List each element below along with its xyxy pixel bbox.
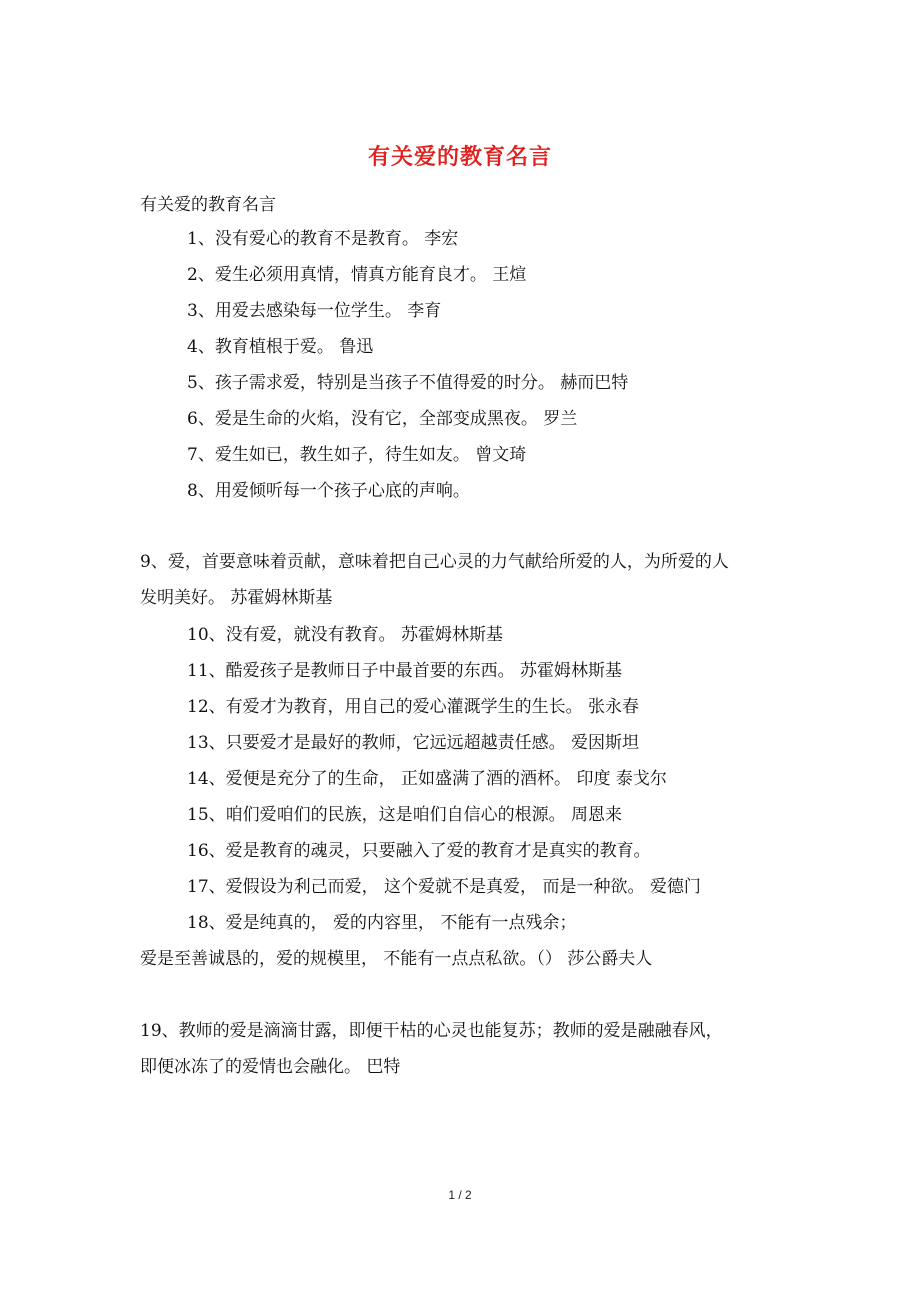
quote-line: 即便冰冻了的爱情也会融化。 巴特 — [140, 1057, 401, 1077]
quote-line: 7、爱生如已，教生如子，待生如友。 曾文琦 — [187, 445, 527, 465]
quote-line: 爱是至善诚恳的，爱的规模里， 不能有一点点私欲。（） 莎公爵夫人 — [140, 949, 653, 969]
quote-line: 14、爱便是充分了的生命， 正如盛满了酒的酒杯。 印度 泰戈尔 — [187, 769, 667, 789]
quote-line: 11、酷爱孩子是教师日子中最首要的东西。 苏霍姆林斯基 — [187, 661, 623, 681]
quote-line: 18、爱是纯真的， 爱的内容里， 不能有一点残余； — [187, 913, 577, 933]
quote-line: 6、爱是生命的火焰，没有它，全部变成黑夜。 罗兰 — [187, 409, 578, 429]
quote-line: 4、教育植根于爱。 鲁迅 — [187, 337, 374, 357]
quote-line: 8、用爱倾听每一个孩子心底的声响。 — [187, 481, 470, 501]
document-title: 有关爱的教育名言 — [367, 144, 552, 170]
quote-line: 12、有爱才为教育，用自己的爱心灌溉学生的生长。 张永春 — [187, 697, 640, 717]
quote-line: 1、没有爱心的教育不是教育。 李宏 — [187, 229, 459, 249]
quote-line: 2、爱生必须用真情，情真方能育良才。 王煊 — [187, 265, 527, 285]
quote-line: 16、爱是教育的魂灵，只要融入了爱的教育才是真实的教育。 — [187, 841, 651, 861]
page-indicator: 1 / 2 — [448, 1188, 472, 1202]
quote-line: 3、用爱去感染每一位学生。 李育 — [187, 301, 442, 321]
quote-line: 发明美好。 苏霍姆林斯基 — [140, 588, 333, 608]
quote-line: 13、只要爱才是最好的教师，它远远超越责任感。 爱因斯坦 — [187, 733, 640, 753]
quote-line: 5、孩子需求爱，特别是当孩子不值得爱的时分。 赫而巴特 — [187, 373, 629, 393]
quote-line: 9、爱，首要意味着贡献，意味着把自己心灵的力气献给所爱的人，为所爱的人 — [140, 552, 729, 572]
quote-line: 17、爱假设为利己而爱， 这个爱就不是真爱， 而是一种欲。 爱德门 — [187, 877, 701, 897]
quote-line: 15、咱们爱咱们的民族，这是咱们自信心的根源。 周恩来 — [187, 805, 623, 825]
document-subtitle: 有关爱的教育名言 — [140, 195, 276, 215]
quote-line: 10、没有爱，就没有教育。 苏霍姆林斯基 — [187, 625, 504, 645]
quote-line: 19、教师的爱是滴滴甘露，即便干枯的心灵也能复苏；教师的爱是融融春风， — [140, 1021, 723, 1041]
